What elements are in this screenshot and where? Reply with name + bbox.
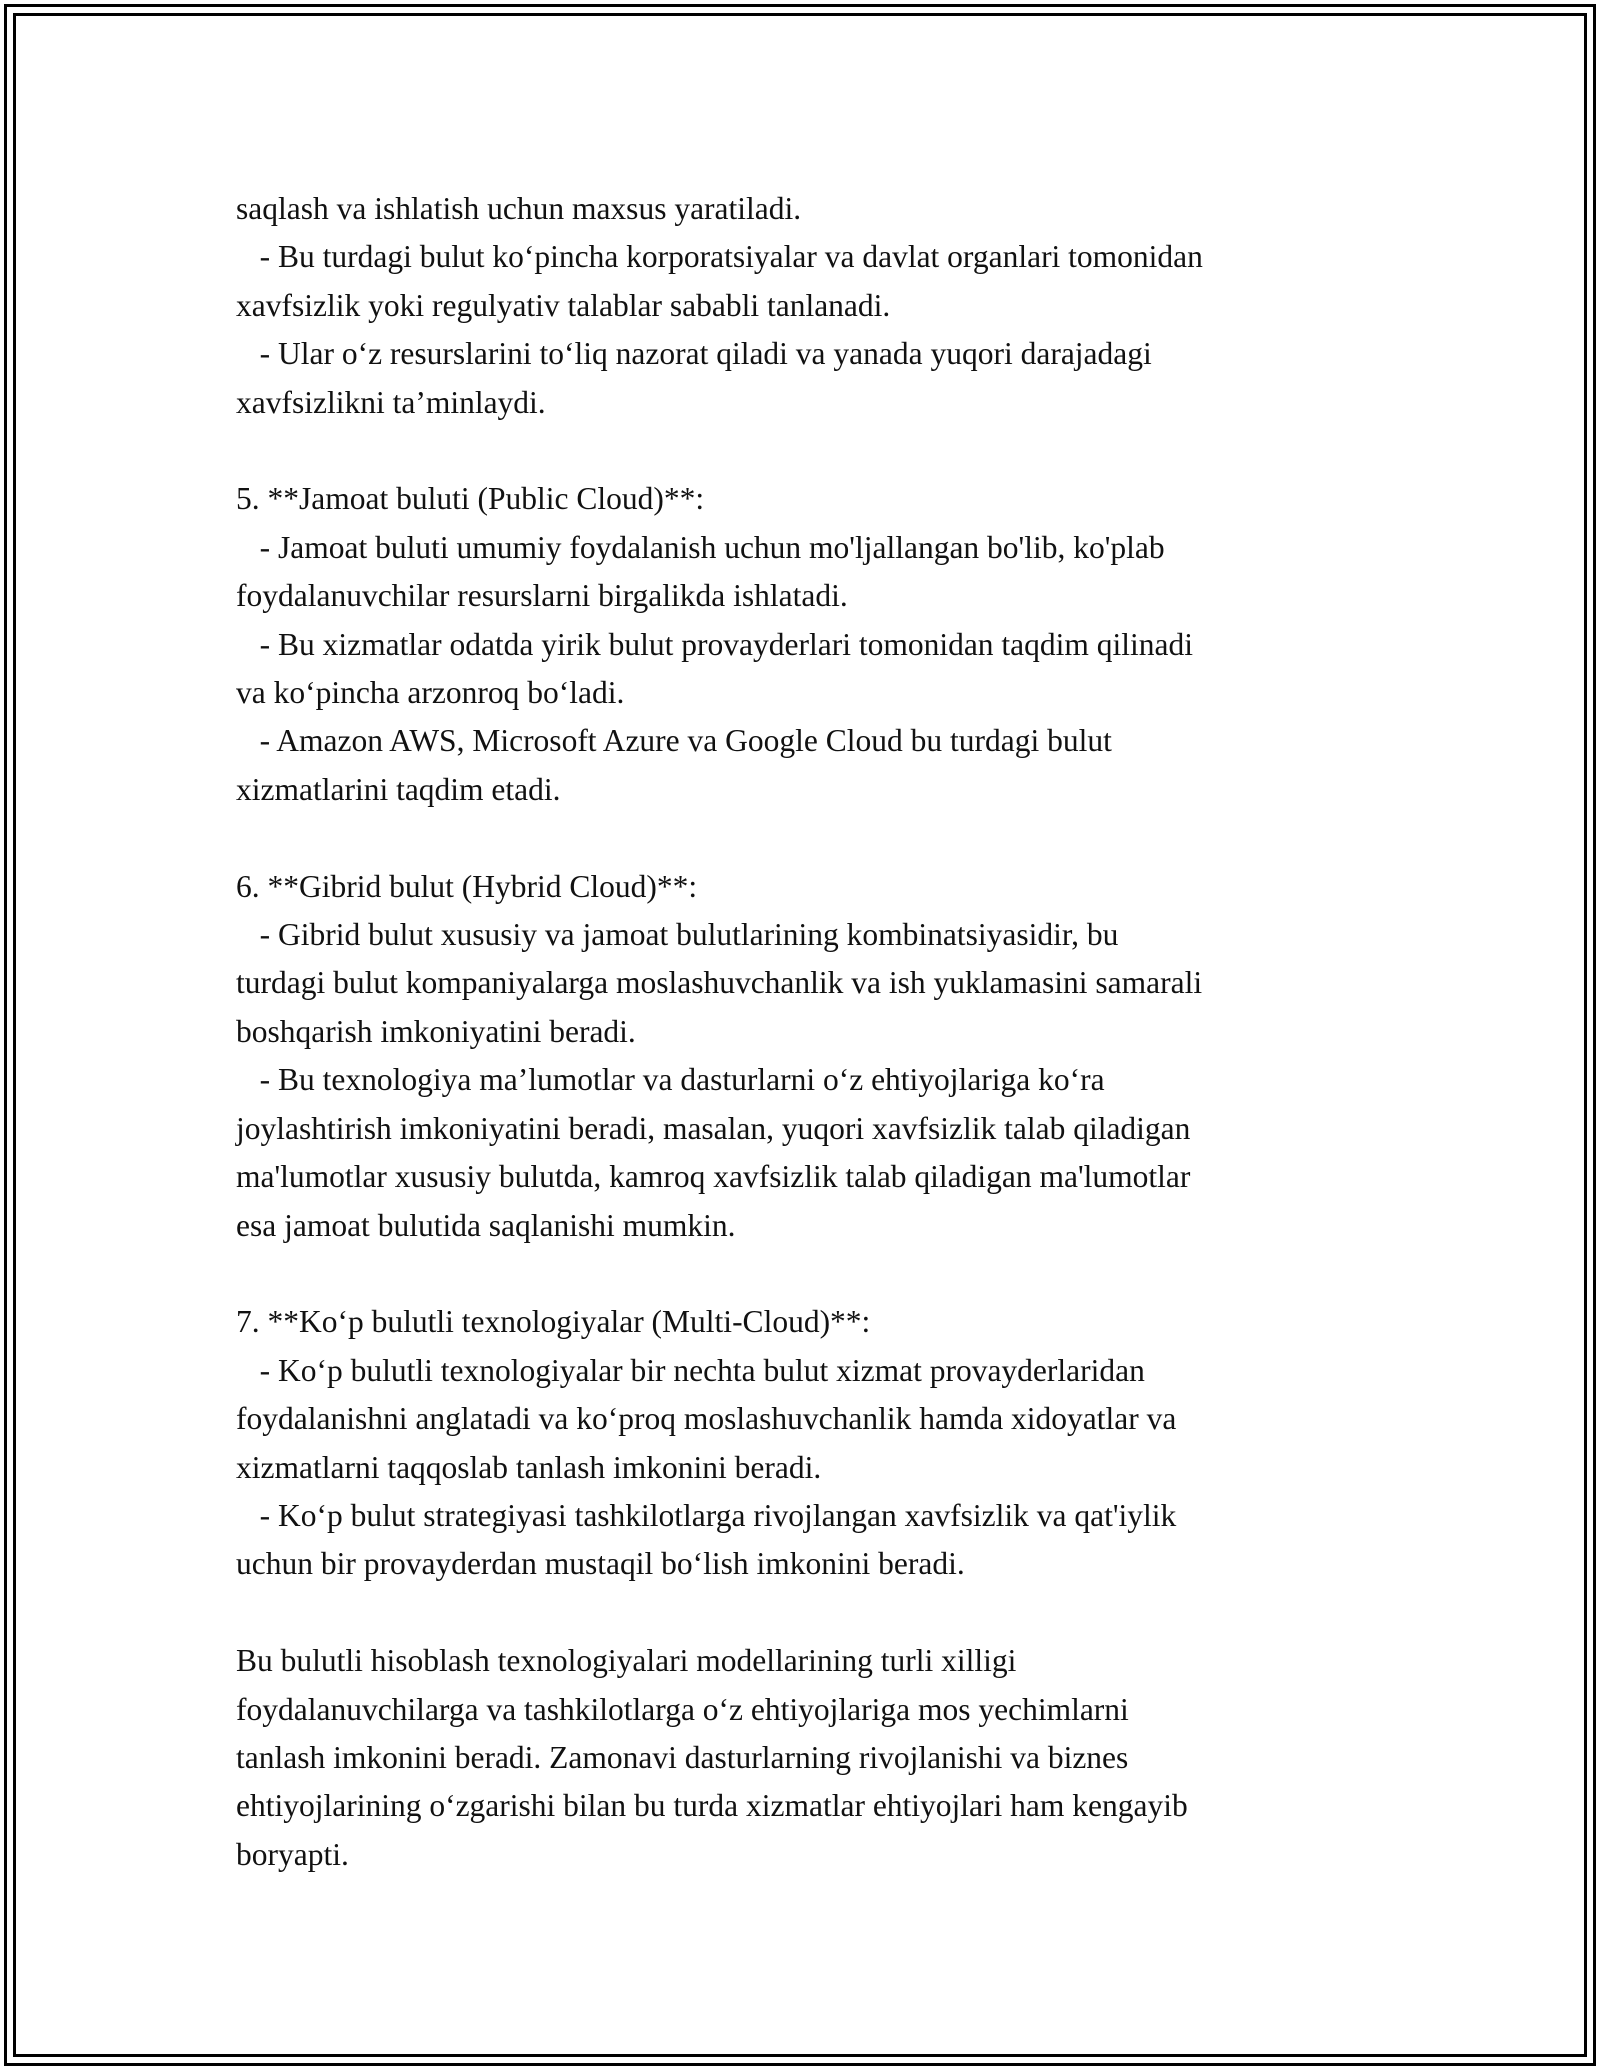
text-line: tanlash imkonini beradi. Zamonavi dasturlarning rivojlanishi va biznes (236, 1739, 1129, 1775)
text-line: xavfsizlikni ta’minlaydi. (236, 384, 546, 420)
text-line: boshqarish imkoniyatini beradi. (236, 1013, 636, 1049)
text-line: boryapti. (236, 1836, 349, 1872)
text-line: joylashtirish imkoniyatini beradi, masalan, yuqori xavfsizlik talab qiladigan (236, 1110, 1191, 1146)
text-line: - Bu xizmatlar odatda yirik bulut provayderlari tomonidan taqdim qilinadi (236, 626, 1194, 662)
text-line: foydalanuvchilarga va tashkilotlarga o‘z ehtiyojlariga mos yechimlarni (236, 1691, 1129, 1727)
text-line: - Ular o‘z resurslarini to‘liq nazorat qiladi va yanada yuqori darajadagi (236, 336, 1152, 372)
text-line: foydalanuvchilar resurslarni birgalikda ishlatadi. (236, 578, 848, 614)
text-line: - Gibrid bulut xususiy va jamoat bulutlarining kombinatsiyasidir, bu (236, 917, 1119, 953)
section-heading: 7. **Ko‘p bulutli texnologiyalar (Multi-Cloud)**: (236, 1304, 871, 1340)
text-line: - Jamoat buluti umumiy foydalanish uchun mo'ljallangan bo'lib, ko'plab (236, 529, 1165, 565)
text-line: va ko‘pincha arzonroq bo‘ladi. (236, 675, 625, 711)
text-line: turdagi bulut kompaniyalarga moslashuvchanlik va ish yuklamasini samarali (236, 965, 1203, 1001)
paragraph-gap (236, 814, 1386, 862)
text-line: foydalanishni anglatadi va ko‘proq moslashuvchanlik hamda xidoyatlar va (236, 1401, 1177, 1437)
text-line: Bu bulutli hisoblash texnologiyalari modellarining turli xilligi (236, 1643, 1017, 1679)
text-line: xizmatlarni taqqoslab tanlash imkonini beradi. (236, 1449, 822, 1485)
text-line: xavfsizlik yoki regulyativ talablar sababli tanlanadi. (236, 287, 891, 323)
document-body (236, 185, 1386, 1879)
text-line: - Bu texnologiya ma’lumotlar va dasturlarni o‘z ehtiyojlariga ko‘ra (236, 1062, 1105, 1098)
text-line: - Ko‘p bulutli texnologiyalar bir nechta bulut xizmat provayderlaridan (236, 1352, 1145, 1388)
text-line: xizmatlarini taqdim etadi. (236, 771, 561, 807)
paragraph-gap (236, 1250, 1386, 1298)
text-line: - Amazon AWS, Microsoft Azure va Google Cloud bu turdagi bulut (236, 723, 1112, 759)
section-heading: 5. **Jamoat buluti (Public Cloud)**: (236, 481, 705, 517)
text-line: ma'lumotlar xususiy bulutda, kamroq xavfsizlik talab qiladigan ma'lumotlar (236, 1159, 1191, 1195)
text-line: - Bu turdagi bulut ko‘pincha korporatsiyalar va davlat organlari tomonidan (236, 239, 1203, 275)
section-heading: 6. **Gibrid bulut (Hybrid Cloud)**: (236, 868, 698, 904)
paragraph-gap (236, 427, 1386, 475)
text-line: ehtiyojlarining o‘zgarishi bilan bu turda xizmatlar ehtiyojlari ham kengayib (236, 1788, 1188, 1824)
text-line: esa jamoat bulutida saqlanishi mumkin. (236, 1207, 736, 1243)
text-line: saqlash va ishlatish uchun maxsus yaratiladi. (236, 191, 802, 226)
text-line: - Ko‘p bulut strategiyasi tashkilotlarga rivojlangan xavfsizlik va qat'iylik (236, 1497, 1177, 1533)
text-line: uchun bir provayderdan mustaqil bo‘lish imkonini beradi. (236, 1546, 965, 1582)
paragraph-gap (236, 1589, 1386, 1637)
